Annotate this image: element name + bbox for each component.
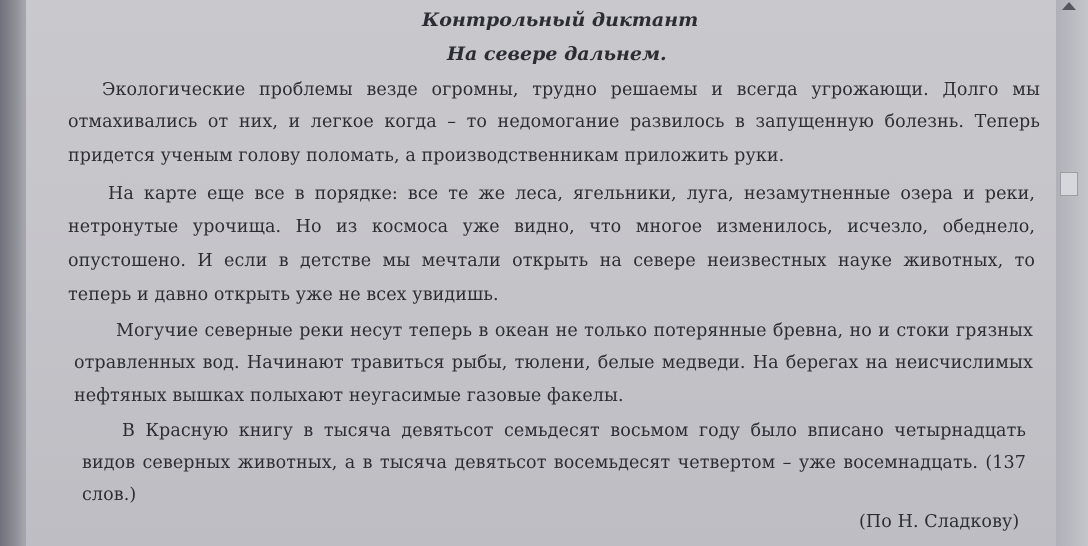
paragraph-3-line-2: отравленных вод. Начинают травиться рыбы, тюлени, белые медведи. На берегах на неисчислимых [74, 353, 1033, 373]
scrollbar-thumb[interactable] [1060, 172, 1078, 196]
attribution: (По Н. Сладкову) [859, 512, 1020, 532]
vertical-scrollbar[interactable] [1056, 0, 1088, 546]
document-subtitle: На севере дальнем. [447, 43, 667, 65]
document-title: Контрольный диктант [422, 9, 699, 31]
window-left-edge [0, 0, 26, 546]
paragraph-2-line-4: теперь и давно открыть уже не всех увидишь. [68, 285, 499, 305]
paragraph-2-line-1: На карте еще все в порядке: все те же леса, ягельники, луга, незамутненные озера и реки, [108, 184, 1035, 204]
document-page[interactable] [26, 0, 1056, 546]
paragraph-1-line-3: придется ученым голову поломать, а производственникам приложить руки. [68, 146, 785, 166]
paragraph-3-line-1: Могучие северные реки несут теперь в океан не только потерянные бревна, но и стоки грязных [116, 321, 1033, 341]
paragraph-4-line-1: В Красную книгу в тысяча девятьсот семьдесят восьмом году было вписано четырнадцать [122, 421, 1026, 441]
paragraph-1-line-2: отмахивались от них, и легкое когда – то недомогание развилось в запущенную болезнь. Теперь [68, 112, 1040, 132]
paragraph-3-line-3: нефтяных вышках полыхают неугасимые газовые факелы. [74, 386, 624, 406]
paragraph-1-line-1: Экологические проблемы везде огромны, трудно решаемы и всегда угрожающи. Долго мы [102, 80, 1040, 100]
scroll-up-arrow-icon[interactable] [1062, 2, 1076, 10]
paragraph-4-line-3: слов.) [82, 485, 137, 505]
paragraph-2-line-3: опустошено. И если в детстве мы мечтали открыть на севере неизвестных науке животных, то [68, 251, 1035, 271]
paragraph-2-line-2: нетронутые урочища. Но из космоса уже видно, что многое изменилось, исчезло, обеднело, [68, 217, 1035, 237]
paragraph-4-line-2: видов северных животных, а в тысяча девятьсот восемьдесят четвертом – уже восемнадцать. (137 [82, 453, 1026, 473]
